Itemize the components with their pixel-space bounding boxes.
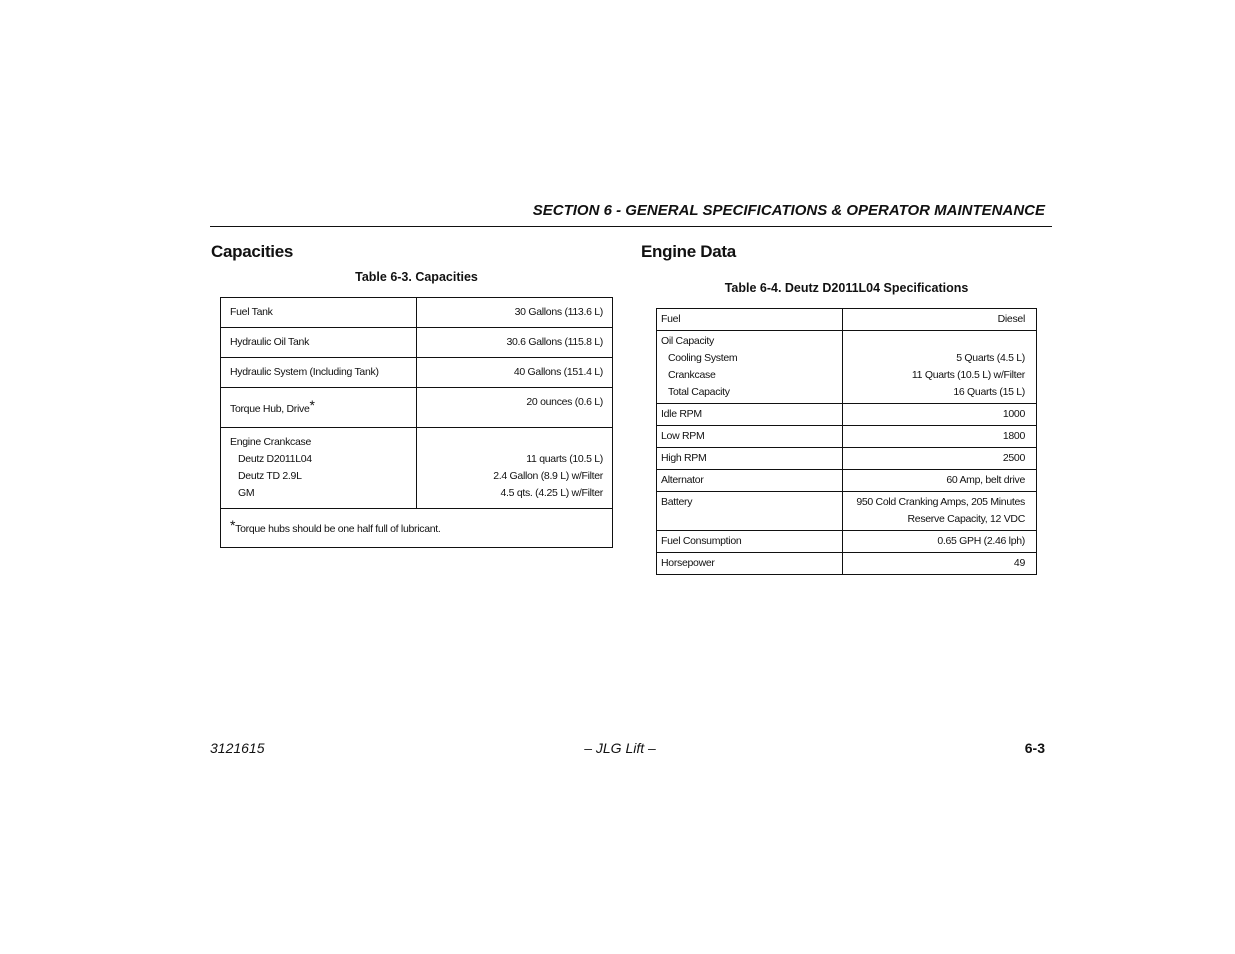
row-label: Hydraulic Oil Tank <box>221 328 417 358</box>
table-row <box>657 448 1037 470</box>
oil-item-value: 16 Quarts (15 L) <box>953 386 1025 398</box>
table-row <box>657 309 1037 331</box>
crankcase-item-value: 11 quarts (10.5 L) <box>526 453 603 465</box>
oil-item-value: 11 Quarts (10.5 L) w/Filter <box>911 369 1025 381</box>
battery-value-line: 950 Cold Cranking Amps, 205 Minutes <box>856 496 1025 508</box>
row-value: 60 Amp, belt drive <box>842 470 1036 492</box>
row-value: 1000 <box>842 404 1036 426</box>
row-label: Hydraulic System (Including Tank) <box>221 358 417 388</box>
oil-item-label: Cooling System <box>668 352 738 364</box>
footnote-marker: * <box>230 517 236 533</box>
capacities-heading: Capacities <box>211 242 294 261</box>
table-row <box>221 358 613 388</box>
oil-item-label: Total Capacity <box>668 386 730 398</box>
header-divider <box>210 226 1052 227</box>
torque-hub-label: Torque Hub, Drive <box>230 403 310 415</box>
capacities-table <box>220 297 613 548</box>
row-value: 49 <box>842 553 1036 575</box>
battery-value <box>842 492 1036 531</box>
capacities-table-caption: Table 6-3. Capacities <box>355 270 478 284</box>
crankcase-values <box>416 428 612 509</box>
row-label: Alternator <box>657 470 843 492</box>
table-row <box>221 509 613 548</box>
oil-capacity-label: Oil Capacity <box>661 335 715 347</box>
footer-page-number: 6-3 <box>1024 740 1045 756</box>
table-row <box>657 331 1037 404</box>
row-label: Battery <box>657 492 843 531</box>
oil-item-value: 5 Quarts (4.5 L) <box>956 352 1025 364</box>
row-label: Fuel Tank <box>221 298 417 328</box>
row-label <box>221 388 417 428</box>
table-row <box>657 531 1037 553</box>
crankcase-item-value: 2.4 Gallon (8.9 L) w/Filter <box>493 470 603 482</box>
table-row <box>221 298 613 328</box>
engine-data-heading: Engine Data <box>641 242 736 261</box>
engine-table-caption: Table 6-4. Deutz D2011L04 Specifications <box>724 281 969 295</box>
row-label: High RPM <box>657 448 843 470</box>
row-value: 0.65 GPH (2.46 lph) <box>842 531 1036 553</box>
row-value: Diesel <box>842 309 1036 331</box>
row-value: 1800 <box>842 426 1036 448</box>
row-value: 2500 <box>842 448 1036 470</box>
row-label: Low RPM <box>657 426 843 448</box>
crankcase-item-label: Deutz TD 2.9L <box>238 470 302 482</box>
row-value: 20 ounces (0.6 L) <box>416 388 612 428</box>
table-row <box>657 404 1037 426</box>
footnote-marker: * <box>309 397 315 413</box>
row-label: Fuel Consumption <box>657 531 843 553</box>
table-row <box>221 388 613 428</box>
table-row <box>657 553 1037 575</box>
footnote-text: Torque hubs should be one half full of lubricant. <box>235 523 441 535</box>
oil-capacity-values <box>842 331 1036 404</box>
row-value: 30.6 Gallons (115.8 L) <box>416 328 612 358</box>
battery-value-line: Reserve Capacity, 12 VDC <box>907 513 1025 525</box>
crankcase-label: Engine Crankcase <box>230 436 311 448</box>
footnote <box>221 509 613 548</box>
oil-capacity-labels <box>657 331 843 404</box>
footer-doc-number: 3121615 <box>210 740 265 756</box>
footer-center-text: – JLG Lift – <box>584 740 656 756</box>
table-row <box>221 328 613 358</box>
table-row <box>657 426 1037 448</box>
crankcase-item-value: 4.5 qts. (4.25 L) w/Filter <box>500 487 603 499</box>
section-title: SECTION 6 - GENERAL SPECIFICATIONS & OPERATOR MAINTENANCE <box>532 202 1045 219</box>
row-value: 30 Gallons (113.6 L) <box>416 298 612 328</box>
row-value: 40 Gallons (151.4 L) <box>416 358 612 388</box>
row-label: Fuel <box>657 309 843 331</box>
table-row <box>221 428 613 509</box>
oil-item-label: Crankcase <box>668 369 716 381</box>
row-label: Horsepower <box>657 553 843 575</box>
row-label: Idle RPM <box>657 404 843 426</box>
table-row <box>657 492 1037 531</box>
crankcase-item-label: GM <box>238 487 255 499</box>
crankcase-item-label: Deutz D2011L04 <box>238 453 312 465</box>
table-row <box>657 470 1037 492</box>
engine-specs-table <box>656 308 1037 575</box>
crankcase-labels <box>221 428 417 509</box>
